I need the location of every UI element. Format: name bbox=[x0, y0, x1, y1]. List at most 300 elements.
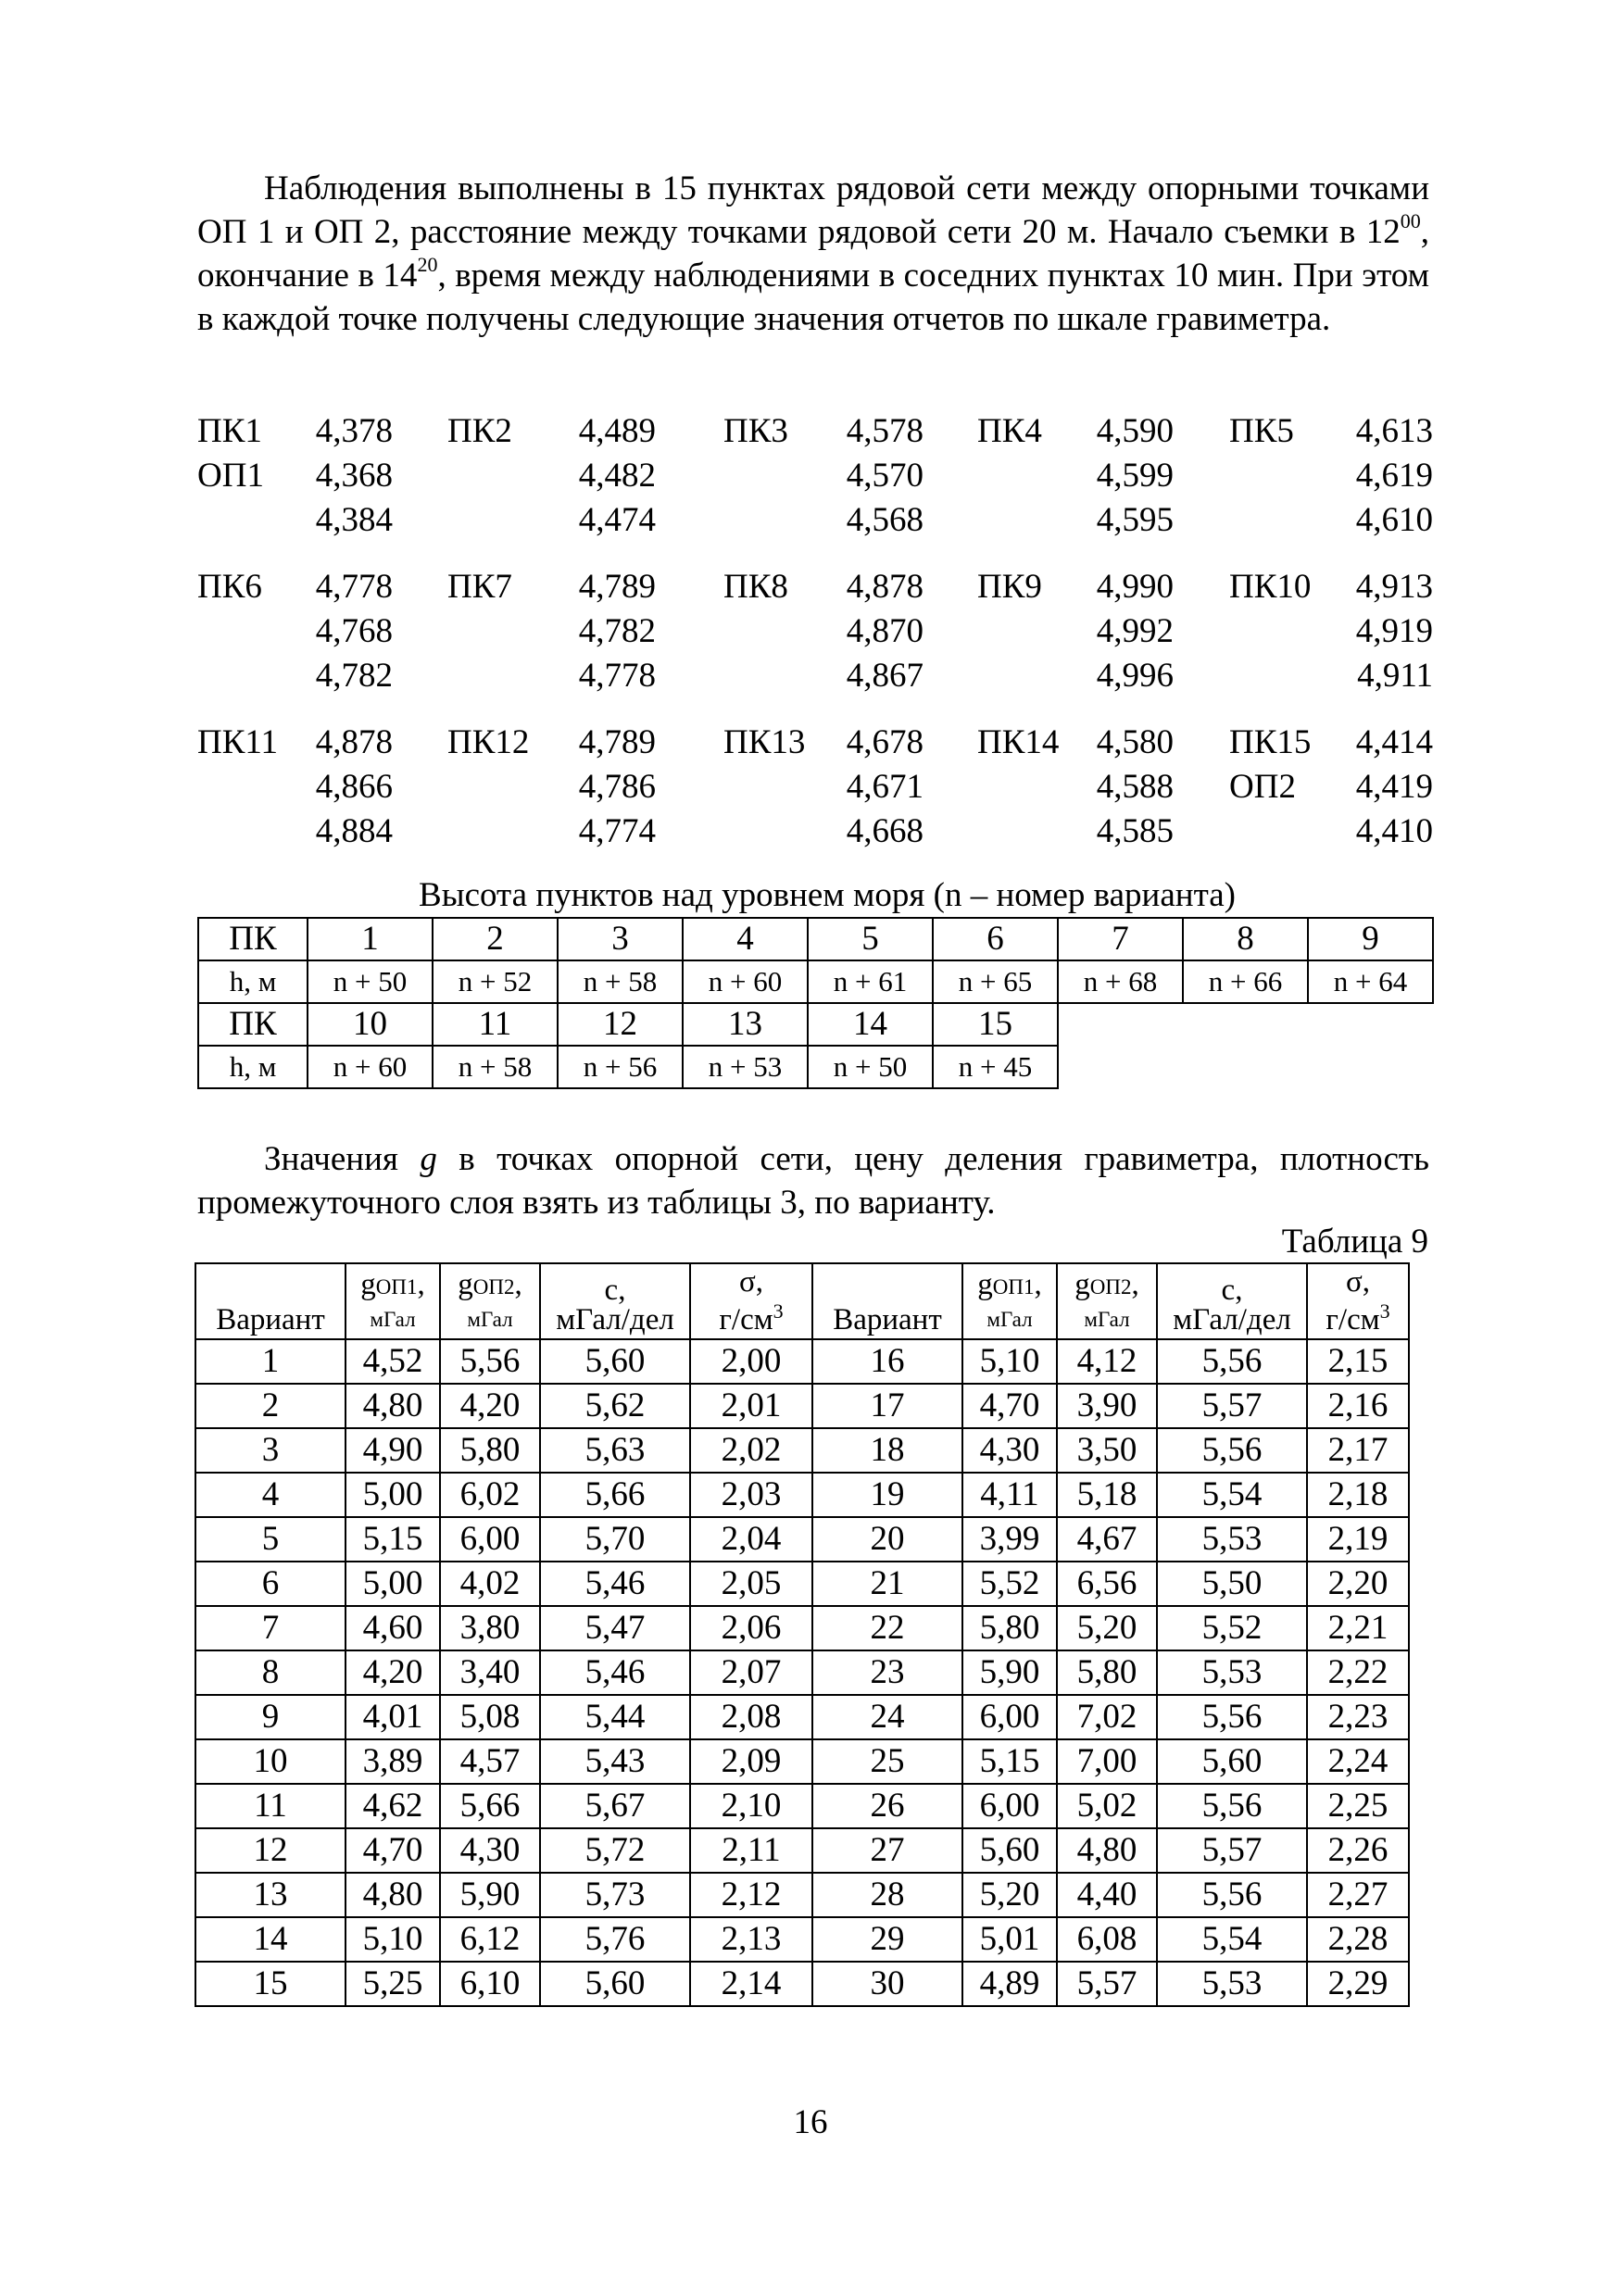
table-cell: 4,67 bbox=[1057, 1517, 1157, 1562]
reading-value: 4,870 bbox=[846, 612, 924, 650]
heights-cell: n + 64 bbox=[1308, 960, 1433, 1003]
header-g-op2-2: gОП2, мГал bbox=[1057, 1263, 1157, 1339]
reading-value: 4,595 bbox=[1096, 501, 1174, 539]
table-cell: 3,99 bbox=[962, 1517, 1057, 1562]
table-row bbox=[195, 1739, 1409, 1784]
table-cell: 10 bbox=[195, 1739, 346, 1784]
table-cell: 5,20 bbox=[962, 1873, 1057, 1917]
reading-value: 4,384 bbox=[315, 501, 393, 539]
table-cell: 2,29 bbox=[1307, 1962, 1409, 2006]
table-cell: 2,01 bbox=[690, 1384, 812, 1428]
table-cell: 4,30 bbox=[440, 1828, 540, 1873]
reading-value: 4,867 bbox=[846, 657, 924, 695]
gravimeter-readings bbox=[197, 409, 1439, 876]
reading-value: 4,782 bbox=[578, 612, 656, 650]
table-row bbox=[195, 1695, 1409, 1739]
table-cell: 2,23 bbox=[1307, 1695, 1409, 1739]
reading-value: 4,668 bbox=[846, 812, 924, 850]
table-cell: 4,57 bbox=[440, 1739, 540, 1784]
heights-label: ПК bbox=[198, 918, 308, 960]
header-variant-2: Вариант bbox=[812, 1263, 962, 1339]
table-cell: 2,18 bbox=[1307, 1473, 1409, 1517]
table-cell: 2,09 bbox=[690, 1739, 812, 1784]
table-cell: 5,63 bbox=[540, 1428, 690, 1473]
table-cell: 2,22 bbox=[1307, 1650, 1409, 1695]
table-cell: 6,02 bbox=[440, 1473, 540, 1517]
point-label: ПК13 bbox=[723, 723, 806, 761]
point-label: ПК3 bbox=[723, 412, 788, 450]
heights-label: ПК bbox=[198, 1003, 308, 1046]
heights-cell: 4 bbox=[683, 918, 808, 960]
table-cell: 5,60 bbox=[540, 1962, 690, 2006]
heights-table bbox=[197, 917, 1434, 1089]
point-label: ПК12 bbox=[447, 723, 530, 761]
table-cell: 2,12 bbox=[690, 1873, 812, 1917]
table-cell: 2,00 bbox=[690, 1339, 812, 1384]
table-cell: 4 bbox=[195, 1473, 346, 1517]
readings-line bbox=[197, 565, 1439, 609]
heights-cell: n + 61 bbox=[808, 960, 933, 1003]
reading-value: 4,482 bbox=[578, 457, 656, 495]
instructions-g: g bbox=[420, 1140, 437, 1178]
readings-line bbox=[197, 609, 1439, 654]
instructions-paragraph bbox=[197, 1137, 1429, 1224]
table-cell: 3,90 bbox=[1057, 1384, 1157, 1428]
readings-line bbox=[197, 454, 1439, 498]
table-9-header bbox=[195, 1263, 1409, 1339]
table-cell: 5,53 bbox=[1157, 1650, 1307, 1695]
header-sigma: σ, $г/см^3$ bbox=[690, 1263, 812, 1339]
table-cell: 5,90 bbox=[440, 1873, 540, 1917]
table-cell: 2 bbox=[195, 1384, 346, 1428]
heights-empty bbox=[1058, 1003, 1183, 1046]
heights-row-h-2 bbox=[198, 1046, 1433, 1088]
reading-value: 4,884 bbox=[315, 812, 393, 850]
table-cell: 4,11 bbox=[962, 1473, 1057, 1517]
table-cell: 5,57 bbox=[1057, 1962, 1157, 2006]
table-cell: 4,01 bbox=[346, 1695, 440, 1739]
readings-group bbox=[197, 565, 1439, 698]
table-cell: 7,02 bbox=[1057, 1695, 1157, 1739]
table-row bbox=[195, 1650, 1409, 1695]
heights-cell: 11 bbox=[433, 1003, 558, 1046]
table-cell: 5,56 bbox=[440, 1339, 540, 1384]
table-cell: 2,04 bbox=[690, 1517, 812, 1562]
reading-value: 4,778 bbox=[315, 568, 393, 606]
heights-cell: 3 bbox=[558, 918, 683, 960]
reading-value: 4,996 bbox=[1096, 657, 1174, 695]
heights-label: h, м bbox=[198, 1046, 308, 1088]
table-cell: 4,70 bbox=[962, 1384, 1057, 1428]
table-cell: 4,70 bbox=[346, 1828, 440, 1873]
table-cell: 5,53 bbox=[1157, 1962, 1307, 2006]
table-cell: 5,80 bbox=[962, 1606, 1057, 1650]
table-cell: 3,40 bbox=[440, 1650, 540, 1695]
heights-empty bbox=[1308, 1046, 1433, 1088]
table-cell: 4,80 bbox=[346, 1384, 440, 1428]
point-label: ОП2 bbox=[1229, 768, 1296, 806]
intro-text-1: Наблюдения выполнены в 15 пунктах рядовой сети между опорными точками ОП 1 и ОП 2, расстояние между точками рядовой сети 20 м. Начало съемки в 12 bbox=[197, 169, 1429, 251]
point-label: ПК2 bbox=[447, 412, 512, 450]
table-cell: 2,02 bbox=[690, 1428, 812, 1473]
table-row bbox=[195, 1339, 1409, 1384]
table-row bbox=[195, 1606, 1409, 1650]
table-row bbox=[195, 1828, 1409, 1873]
table-cell: 24 bbox=[812, 1695, 962, 1739]
reading-value: 4,613 bbox=[1355, 412, 1433, 450]
reading-value: 4,878 bbox=[315, 723, 393, 761]
reading-value: 4,568 bbox=[846, 501, 924, 539]
table-cell: 17 bbox=[812, 1384, 962, 1428]
table-row bbox=[195, 1784, 1409, 1828]
table-cell: 5,56 bbox=[1157, 1428, 1307, 1473]
table-cell: 5,44 bbox=[540, 1695, 690, 1739]
reading-value: 4,768 bbox=[315, 612, 393, 650]
table-cell: 4,20 bbox=[346, 1650, 440, 1695]
table-cell: 2,13 bbox=[690, 1917, 812, 1962]
table-cell: 4,20 bbox=[440, 1384, 540, 1428]
table-cell: 5,72 bbox=[540, 1828, 690, 1873]
intro-text-3: , время между наблюдениями в соседних пунктах 10 мин. При этом в каждой точке получены следующие значения отчетов по шкале гравиметра. bbox=[197, 257, 1429, 338]
table-row bbox=[195, 1517, 1409, 1562]
table-cell: 6,10 bbox=[440, 1962, 540, 2006]
table-cell: 5,15 bbox=[346, 1517, 440, 1562]
instructions-text-a: Значения bbox=[264, 1140, 421, 1178]
table-cell: 4,80 bbox=[346, 1873, 440, 1917]
heights-empty bbox=[1183, 1003, 1308, 1046]
table-cell: 5,80 bbox=[1057, 1650, 1157, 1695]
reading-value: 4,911 bbox=[1357, 657, 1433, 695]
heights-cell: n + 52 bbox=[433, 960, 558, 1003]
reading-value: 4,578 bbox=[846, 412, 924, 450]
table-cell: 5,60 bbox=[540, 1339, 690, 1384]
header-g-op1-2: gОП1, мГал bbox=[962, 1263, 1057, 1339]
table-cell: 27 bbox=[812, 1828, 962, 1873]
reading-value: 4,599 bbox=[1096, 457, 1174, 495]
page-number: 16 bbox=[793, 2103, 828, 2141]
table-cell: 25 bbox=[812, 1739, 962, 1784]
heights-cell: n + 60 bbox=[683, 960, 808, 1003]
table-cell: 5,60 bbox=[962, 1828, 1057, 1873]
point-label: ПК1 bbox=[197, 412, 262, 450]
heights-cell: 13 bbox=[683, 1003, 808, 1046]
table-cell: 22 bbox=[812, 1606, 962, 1650]
header-c-2: c, мГал/дел bbox=[1157, 1263, 1307, 1339]
heights-cell: n + 65 bbox=[933, 960, 1058, 1003]
reading-value: 4,671 bbox=[846, 768, 924, 806]
table-cell: 5,80 bbox=[440, 1428, 540, 1473]
reading-value: 4,782 bbox=[315, 657, 393, 695]
point-label: ПК9 bbox=[977, 568, 1042, 606]
table-cell: 5,70 bbox=[540, 1517, 690, 1562]
table-cell: 5,76 bbox=[540, 1917, 690, 1962]
table-cell: 8 bbox=[195, 1650, 346, 1695]
reading-value: 4,913 bbox=[1355, 568, 1433, 606]
table-cell: 2,25 bbox=[1307, 1784, 1409, 1828]
table-cell: 13 bbox=[195, 1873, 346, 1917]
table-cell: 15 bbox=[195, 1962, 346, 2006]
reading-value: 4,610 bbox=[1355, 501, 1433, 539]
table-cell: 5,15 bbox=[962, 1739, 1057, 1784]
table-cell: 4,52 bbox=[346, 1339, 440, 1384]
table-cell: 6,00 bbox=[962, 1695, 1057, 1739]
table-cell: 2,06 bbox=[690, 1606, 812, 1650]
table-cell: 5,10 bbox=[346, 1917, 440, 1962]
point-label: ПК15 bbox=[1229, 723, 1312, 761]
table-cell: 5,66 bbox=[540, 1473, 690, 1517]
table-cell: 2,27 bbox=[1307, 1873, 1409, 1917]
table-cell: 6,56 bbox=[1057, 1562, 1157, 1606]
table-row bbox=[195, 1562, 1409, 1606]
table-cell: 6,00 bbox=[440, 1517, 540, 1562]
table-cell: 5,20 bbox=[1057, 1606, 1157, 1650]
reading-value: 4,410 bbox=[1355, 812, 1433, 850]
reading-value: 4,378 bbox=[315, 412, 393, 450]
table-cell: 23 bbox=[812, 1650, 962, 1695]
table-cell: 2,19 bbox=[1307, 1517, 1409, 1562]
table-cell: 2,07 bbox=[690, 1650, 812, 1695]
table-cell: 5,25 bbox=[346, 1962, 440, 2006]
table-cell: 7 bbox=[195, 1606, 346, 1650]
heights-cell: 6 bbox=[933, 918, 1058, 960]
reading-value: 4,414 bbox=[1355, 723, 1433, 761]
heights-cell: 8 bbox=[1183, 918, 1308, 960]
table-cell: 2,28 bbox=[1307, 1917, 1409, 1962]
table-cell: 5,56 bbox=[1157, 1695, 1307, 1739]
table-cell: 1 bbox=[195, 1339, 346, 1384]
table-row bbox=[195, 1428, 1409, 1473]
table-cell: 5,02 bbox=[1057, 1784, 1157, 1828]
table-cell: 21 bbox=[812, 1562, 962, 1606]
table-cell: 16 bbox=[812, 1339, 962, 1384]
heights-cell: n + 68 bbox=[1058, 960, 1183, 1003]
table-cell: 2,05 bbox=[690, 1562, 812, 1606]
reading-value: 4,588 bbox=[1096, 768, 1174, 806]
heights-row-pk-2 bbox=[198, 1003, 1433, 1046]
table-cell: 5,54 bbox=[1157, 1917, 1307, 1962]
table-9 bbox=[195, 1262, 1410, 2007]
table-cell: 5,57 bbox=[1157, 1828, 1307, 1873]
table-cell: 4,60 bbox=[346, 1606, 440, 1650]
reading-value: 4,678 bbox=[846, 723, 924, 761]
reading-value: 4,789 bbox=[578, 723, 656, 761]
point-label: ПК5 bbox=[1229, 412, 1294, 450]
table-cell: 5,56 bbox=[1157, 1873, 1307, 1917]
heights-label: h, м bbox=[198, 960, 308, 1003]
table-cell: 7,00 bbox=[1057, 1739, 1157, 1784]
reading-value: 4,570 bbox=[846, 457, 924, 495]
heights-cell: 5 bbox=[808, 918, 933, 960]
table-9-title: Таблица 9 bbox=[1281, 1223, 1428, 1261]
table-cell: 5,54 bbox=[1157, 1473, 1307, 1517]
intro-sup-1: 00 bbox=[1400, 209, 1421, 232]
table-cell: 6,12 bbox=[440, 1917, 540, 1962]
table-row bbox=[195, 1962, 1409, 2006]
table-cell: 4,12 bbox=[1057, 1339, 1157, 1384]
table-cell: 4,62 bbox=[346, 1784, 440, 1828]
intro-paragraph bbox=[197, 167, 1429, 341]
heights-cell: n + 58 bbox=[433, 1046, 558, 1088]
heights-caption: Высота пунктов над уровнем моря (n – номер варианта) bbox=[419, 876, 1236, 914]
table-cell: 5,56 bbox=[1157, 1339, 1307, 1384]
table-cell: 2,03 bbox=[690, 1473, 812, 1517]
table-cell: 20 bbox=[812, 1517, 962, 1562]
table-cell: 5,46 bbox=[540, 1650, 690, 1695]
heights-cell: 1 bbox=[308, 918, 433, 960]
table-cell: 4,40 bbox=[1057, 1873, 1157, 1917]
readings-line bbox=[197, 721, 1439, 765]
table-cell: 11 bbox=[195, 1784, 346, 1828]
reading-value: 4,590 bbox=[1096, 412, 1174, 450]
table-cell: 3 bbox=[195, 1428, 346, 1473]
reading-value: 4,774 bbox=[578, 812, 656, 850]
table-cell: 6,08 bbox=[1057, 1917, 1157, 1962]
table-cell: 4,30 bbox=[962, 1428, 1057, 1473]
table-cell: 2,08 bbox=[690, 1695, 812, 1739]
reading-value: 4,419 bbox=[1355, 768, 1433, 806]
table-cell: 5,62 bbox=[540, 1384, 690, 1428]
table-cell: 2,11 bbox=[690, 1828, 812, 1873]
table-cell: 9 bbox=[195, 1695, 346, 1739]
point-label: ПК11 bbox=[197, 723, 279, 761]
heights-empty bbox=[1183, 1046, 1308, 1088]
table-cell: 5,73 bbox=[540, 1873, 690, 1917]
table-cell: 5,66 bbox=[440, 1784, 540, 1828]
table-cell: 2,17 bbox=[1307, 1428, 1409, 1473]
heights-cell: 14 bbox=[808, 1003, 933, 1046]
point-label: ОП1 bbox=[197, 457, 264, 495]
header-g-op2: gОП2, мГал bbox=[440, 1263, 540, 1339]
reading-value: 4,474 bbox=[578, 501, 656, 539]
table-cell: 5,52 bbox=[1157, 1606, 1307, 1650]
heights-cell: n + 56 bbox=[558, 1046, 683, 1088]
heights-cell: n + 58 bbox=[558, 960, 683, 1003]
table-cell: 2,14 bbox=[690, 1962, 812, 2006]
heights-cell: 2 bbox=[433, 918, 558, 960]
table-cell: 5,56 bbox=[1157, 1784, 1307, 1828]
table-cell: 3,50 bbox=[1057, 1428, 1157, 1473]
reading-value: 4,786 bbox=[578, 768, 656, 806]
table-row bbox=[195, 1873, 1409, 1917]
point-label: ПК10 bbox=[1229, 568, 1312, 606]
heights-row-pk-1 bbox=[198, 918, 1433, 960]
table-cell: 4,90 bbox=[346, 1428, 440, 1473]
readings-group bbox=[197, 409, 1439, 543]
table-cell: 5,50 bbox=[1157, 1562, 1307, 1606]
reading-value: 4,778 bbox=[578, 657, 656, 695]
table-cell: 19 bbox=[812, 1473, 962, 1517]
reading-value: 4,990 bbox=[1096, 568, 1174, 606]
table-cell: 2,24 bbox=[1307, 1739, 1409, 1784]
reading-value: 4,580 bbox=[1096, 723, 1174, 761]
table-cell: 5,60 bbox=[1157, 1739, 1307, 1784]
table-cell: 28 bbox=[812, 1873, 962, 1917]
table-cell: 4,89 bbox=[962, 1962, 1057, 2006]
table-cell: 3,89 bbox=[346, 1739, 440, 1784]
table-cell: 5,57 bbox=[1157, 1384, 1307, 1428]
heights-cell: 15 bbox=[933, 1003, 1058, 1046]
table-row bbox=[195, 1917, 1409, 1962]
table-cell: 5,43 bbox=[540, 1739, 690, 1784]
readings-line bbox=[197, 409, 1439, 454]
table-cell: 12 bbox=[195, 1828, 346, 1873]
table-cell: 5,52 bbox=[962, 1562, 1057, 1606]
table-cell: 4,80 bbox=[1057, 1828, 1157, 1873]
heights-empty bbox=[1058, 1046, 1183, 1088]
reading-value: 4,619 bbox=[1355, 457, 1433, 495]
table-cell: 2,16 bbox=[1307, 1384, 1409, 1428]
intro-text-2: , окончание в 14 bbox=[197, 213, 1429, 295]
heights-cell: n + 45 bbox=[933, 1046, 1058, 1088]
reading-value: 4,789 bbox=[578, 568, 656, 606]
point-label: ПК6 bbox=[197, 568, 262, 606]
table-cell: 2,15 bbox=[1307, 1339, 1409, 1384]
readings-line bbox=[197, 809, 1439, 854]
header-g-op1: gОП1, мГал bbox=[346, 1263, 440, 1339]
table-cell: 5,47 bbox=[540, 1606, 690, 1650]
heights-row-h-1 bbox=[198, 960, 1433, 1003]
table-cell: 2,10 bbox=[690, 1784, 812, 1828]
readings-group bbox=[197, 721, 1439, 854]
table-cell: 2,20 bbox=[1307, 1562, 1409, 1606]
table-cell: 5,18 bbox=[1057, 1473, 1157, 1517]
heights-cell: n + 60 bbox=[308, 1046, 433, 1088]
heights-cell: n + 53 bbox=[683, 1046, 808, 1088]
point-label: ПК8 bbox=[723, 568, 788, 606]
table-cell: 5,53 bbox=[1157, 1517, 1307, 1562]
heights-cell: 9 bbox=[1308, 918, 1433, 960]
table-cell: 5,01 bbox=[962, 1917, 1057, 1962]
table-row bbox=[195, 1384, 1409, 1428]
table-row bbox=[195, 1473, 1409, 1517]
point-label: ПК7 bbox=[447, 568, 512, 606]
reading-value: 4,866 bbox=[315, 768, 393, 806]
table-cell: 5,46 bbox=[540, 1562, 690, 1606]
readings-line bbox=[197, 765, 1439, 809]
readings-line bbox=[197, 498, 1439, 543]
table-cell: 4,02 bbox=[440, 1562, 540, 1606]
table-cell: 5,67 bbox=[540, 1784, 690, 1828]
heights-cell: 10 bbox=[308, 1003, 433, 1046]
readings-line bbox=[197, 654, 1439, 698]
table-cell: 6,00 bbox=[962, 1784, 1057, 1828]
heights-cell: 12 bbox=[558, 1003, 683, 1046]
table-cell: 2,21 bbox=[1307, 1606, 1409, 1650]
instructions-text-b: в точках опорной сети, цену деления гравиметра, плотность промежуточного слоя взять из таблицы 3, по варианту. bbox=[197, 1140, 1429, 1222]
heights-cell: 7 bbox=[1058, 918, 1183, 960]
heights-cell: n + 50 bbox=[308, 960, 433, 1003]
point-label: ПК14 bbox=[977, 723, 1060, 761]
point-label: ПК4 bbox=[977, 412, 1042, 450]
heights-cell: n + 66 bbox=[1183, 960, 1308, 1003]
reading-value: 4,878 bbox=[846, 568, 924, 606]
reading-value: 4,992 bbox=[1096, 612, 1174, 650]
table-cell: 6 bbox=[195, 1562, 346, 1606]
table-cell: 26 bbox=[812, 1784, 962, 1828]
reading-value: 4,585 bbox=[1096, 812, 1174, 850]
table-cell: 5,00 bbox=[346, 1562, 440, 1606]
table-cell: 5,10 bbox=[962, 1339, 1057, 1384]
reading-value: 4,489 bbox=[578, 412, 656, 450]
table-cell: 5,90 bbox=[962, 1650, 1057, 1695]
header-sigma-2: σ, $г/см^3$ bbox=[1307, 1263, 1409, 1339]
reading-value: 4,368 bbox=[315, 457, 393, 495]
table-cell: 5,00 bbox=[346, 1473, 440, 1517]
header-c: c, мГал/дел bbox=[540, 1263, 690, 1339]
table-cell: 5 bbox=[195, 1517, 346, 1562]
table-cell: 14 bbox=[195, 1917, 346, 1962]
heights-cell: n + 50 bbox=[808, 1046, 933, 1088]
